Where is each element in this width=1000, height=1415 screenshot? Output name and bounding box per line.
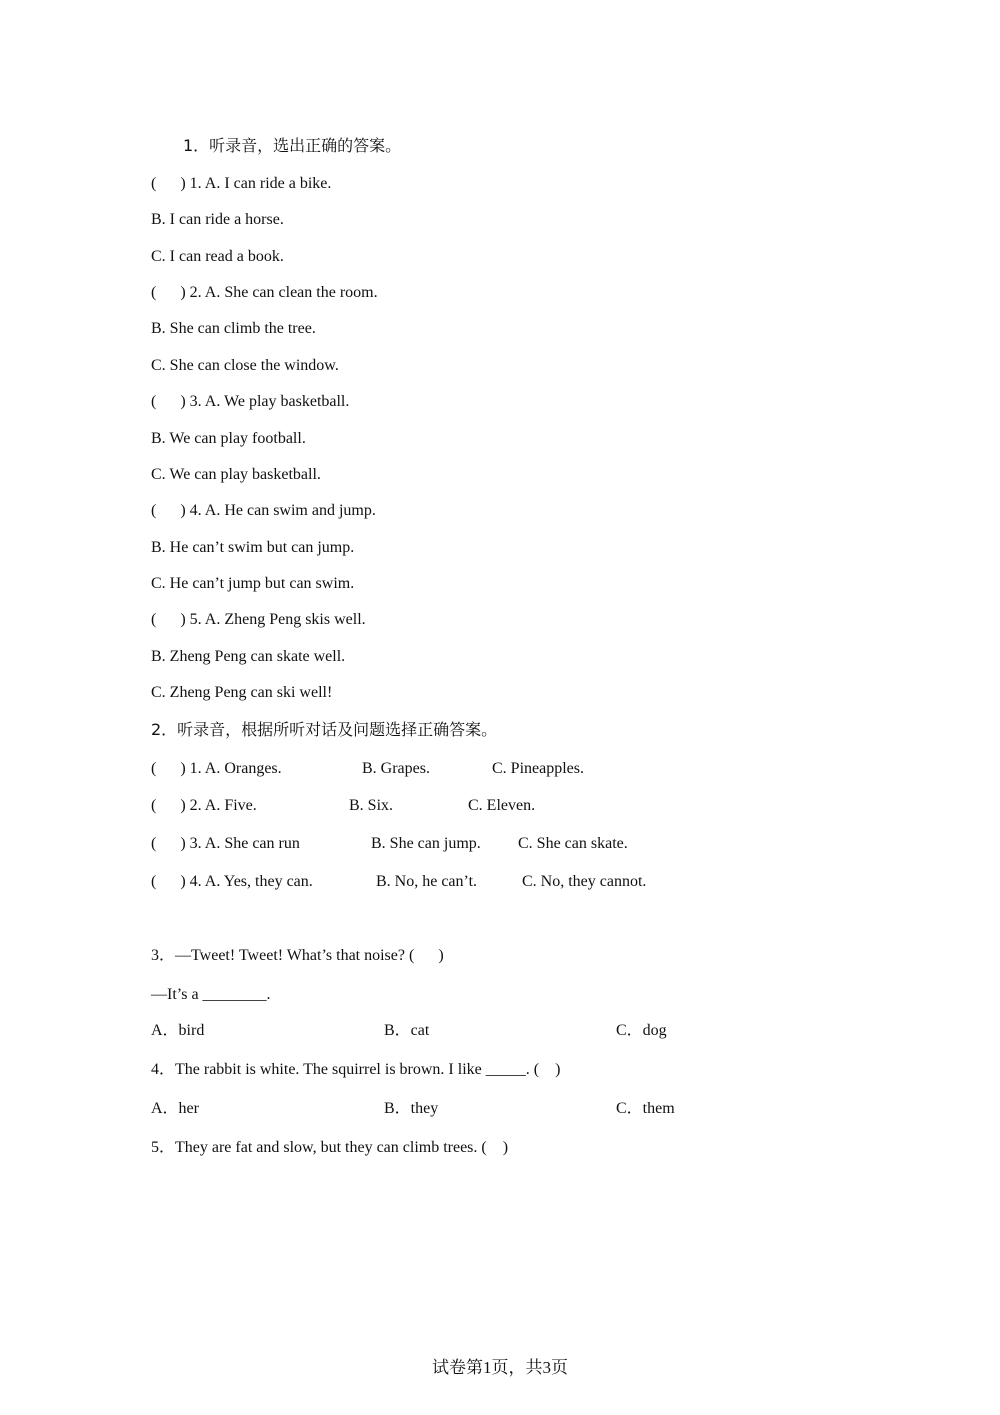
q1-line: C. She can close the window. bbox=[151, 357, 339, 374]
q2-option-c: C. No, they cannot. bbox=[522, 873, 647, 890]
q2-option-b: B. Six. bbox=[349, 797, 394, 814]
q1-line: ( ) 2. A. She can clean the room. bbox=[151, 284, 378, 301]
q1-heading: 1．听录音，选出正确的答案。 bbox=[183, 136, 402, 155]
q3-option-b: B．cat bbox=[384, 1022, 430, 1039]
q1-line: C. He can’t jump but can swim. bbox=[151, 575, 355, 592]
q1-line: B. Zheng Peng can skate well. bbox=[151, 648, 346, 665]
q1-line: B. She can climb the tree. bbox=[151, 320, 316, 337]
q4-option-c: C．them bbox=[616, 1100, 675, 1117]
q2-row-prefix: ( ) 1. A. Oranges. bbox=[151, 760, 282, 777]
q2-option-b: B. Grapes. bbox=[362, 760, 430, 777]
q2-option-b: B. She can jump. bbox=[371, 835, 481, 852]
q1-line: B. We can play football. bbox=[151, 430, 306, 447]
q1-line: B. He can’t swim but can jump. bbox=[151, 539, 355, 556]
q1-line: ( ) 4. A. He can swim and jump. bbox=[151, 502, 376, 519]
page-footer: 试卷第1页，共3页 bbox=[432, 1358, 568, 1377]
q2-option-b: B. No, he can’t. bbox=[376, 873, 478, 890]
q1-line: ( ) 5. A. Zheng Peng skis well. bbox=[151, 611, 366, 628]
q1-line: C. I can read a book. bbox=[151, 248, 284, 265]
q3-option-c: C．dog bbox=[616, 1022, 667, 1039]
q4-option-b: B．they bbox=[384, 1100, 439, 1117]
q1-line: C. Zheng Peng can ski well! bbox=[151, 684, 333, 701]
q5-question: 5．They are fat and slow, but they can climb trees. ( ) bbox=[151, 1139, 509, 1156]
q1-line: B. I can ride a horse. bbox=[151, 211, 284, 228]
q1-line: ( ) 1. A. I can ride a bike. bbox=[151, 175, 332, 192]
q3-question: 3．—Tweet! Tweet! What’s that noise? ( ) bbox=[151, 947, 444, 964]
q2-option-c: C. Eleven. bbox=[468, 797, 536, 814]
q4-option-a: A．her bbox=[151, 1100, 199, 1117]
q3-option-a: A．bird bbox=[151, 1022, 205, 1039]
q2-option-c: C. Pineapples. bbox=[492, 760, 584, 777]
q2-row-prefix: ( ) 3. A. She can run bbox=[151, 835, 300, 852]
q1-line: ( ) 3. A. We play basketball. bbox=[151, 393, 350, 410]
q4-question: 4．The rabbit is white. The squirrel is brown. I like _____. ( ) bbox=[151, 1061, 561, 1078]
q2-row-prefix: ( ) 2. A. Five. bbox=[151, 797, 257, 814]
q2-row-prefix: ( ) 4. A. Yes, they can. bbox=[151, 873, 313, 890]
q2-heading: 2．听录音，根据所听对话及问题选择正确答案。 bbox=[151, 720, 498, 739]
q3-answer-line: —It’s a ________. bbox=[151, 986, 271, 1003]
q2-option-c: C. She can skate. bbox=[518, 835, 628, 852]
q1-line: C. We can play basketball. bbox=[151, 466, 321, 483]
